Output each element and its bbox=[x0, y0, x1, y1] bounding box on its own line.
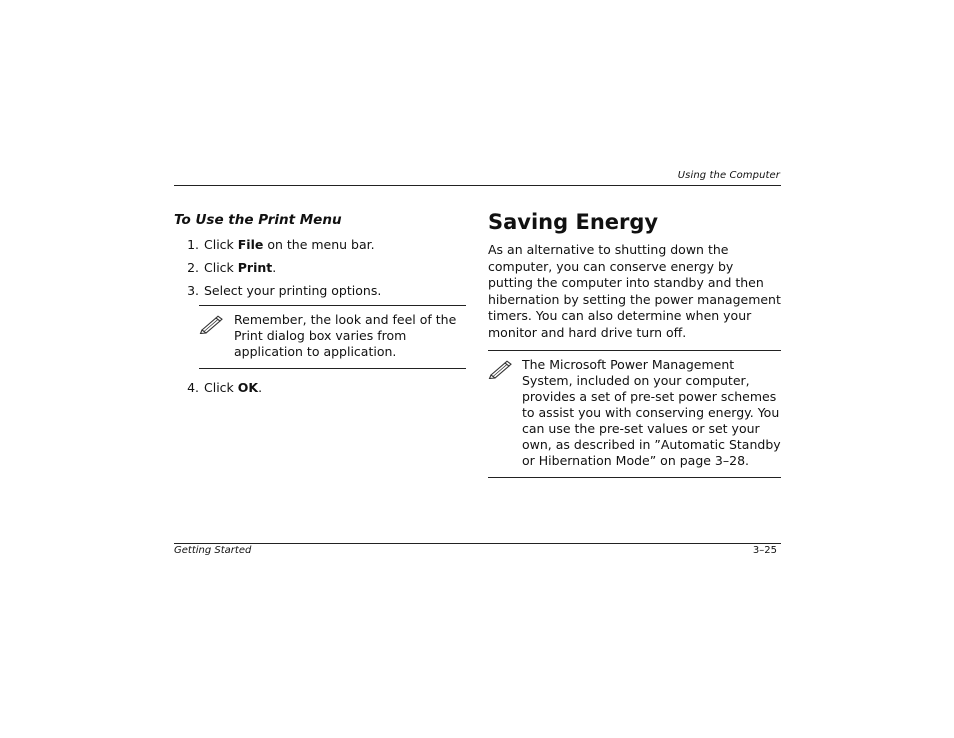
power-management-note bbox=[488, 350, 781, 478]
step-text: Click OK. bbox=[204, 380, 263, 395]
list-item bbox=[174, 236, 466, 253]
step-number: 2. bbox=[187, 260, 199, 275]
pencil-note-icon bbox=[488, 357, 522, 469]
right-column bbox=[488, 208, 781, 478]
footer-title: Getting Started bbox=[174, 545, 252, 556]
header-rule bbox=[174, 185, 781, 186]
print-steps-list-final bbox=[174, 379, 466, 396]
running-header: Using the Computer bbox=[677, 170, 780, 181]
step-number: 1. bbox=[187, 237, 199, 252]
print-dialog-note bbox=[199, 305, 466, 369]
note-text: Remember, the look and feel of the Print dialog box varies from application to application. bbox=[234, 312, 457, 359]
print-steps-list bbox=[174, 236, 466, 299]
step-number: 3. bbox=[187, 283, 199, 298]
step-text: Click File on the menu bar. bbox=[204, 237, 375, 252]
step-number: 4. bbox=[187, 380, 199, 395]
step-text: Select your printing options. bbox=[204, 283, 382, 298]
list-item bbox=[174, 379, 466, 396]
note-text: The Microsoft Power Management System, included on your computer, provides a set of pre-set power schemes to assist you with conserving energy. You can use the pre-set values or set your own, as described in ”Automatic Standby or Hibernation Mode” on page 3–28. bbox=[522, 356, 781, 468]
footer-rule bbox=[174, 543, 781, 544]
left-column bbox=[174, 210, 466, 402]
list-item bbox=[174, 282, 466, 299]
list-item bbox=[174, 259, 466, 276]
step-text: Click Print. bbox=[204, 260, 277, 275]
pencil-note-icon bbox=[199, 312, 234, 360]
saving-energy-paragraph: As an alternative to shutting down the computer, you can conserve energy by putting the computer into standby and then hibernation by setting the power management timers. You can also determine when your monitor and hard drive turn off. bbox=[488, 242, 781, 340]
page-number: 3–25 bbox=[752, 545, 777, 556]
print-menu-heading: To Use the Print Menu bbox=[174, 212, 342, 228]
saving-energy-heading: Saving Energy bbox=[488, 210, 659, 234]
